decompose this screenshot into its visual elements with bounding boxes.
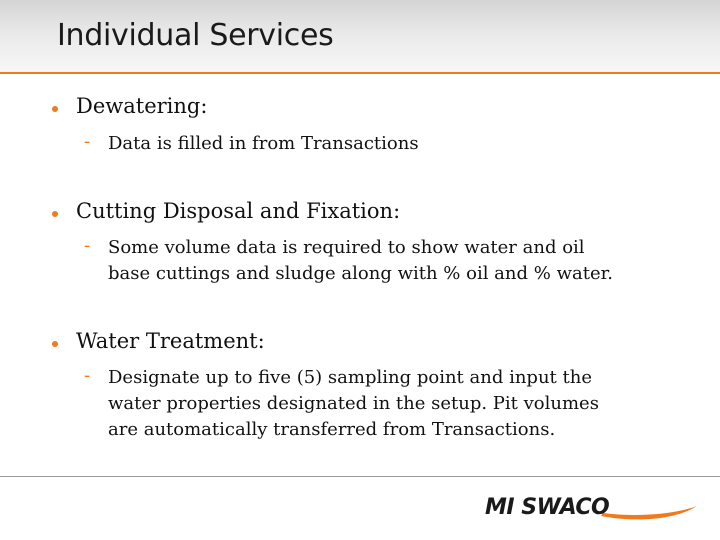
logo-text: MI SWACO [485,495,610,520]
bullet-label: Cutting Disposal and Fixation: [76,199,401,223]
sub-bullet-line: Designate up to five (5) sampling point and input the [108,367,592,388]
title-divider [0,72,720,74]
sub-bullet-text [108,365,668,443]
logo-swoosh [601,506,697,519]
dash-icon: - [84,365,91,386]
sub-bullet-line: water properties designated in the setup. Pit volumes [108,393,599,414]
sub-bullet-line: are automatically transferred from Transactions. [108,419,556,440]
mi-swaco-logo [483,493,699,523]
slide-title: Individual Services [57,18,334,53]
footer-divider [0,476,720,477]
bullet-label: Dewatering: [76,94,208,118]
bullet-label: Water Treatment: [76,329,265,353]
dash-icon: - [84,235,91,256]
bullet-dot-icon [52,106,58,112]
bullet-dot-icon [52,341,58,347]
sub-bullet-line: base cuttings and sludge along with % oil and % water. [108,263,613,284]
dash-icon: - [84,131,91,152]
title-bar [0,0,720,72]
sub-bullet-text [108,235,668,287]
bullet-dot-icon [52,211,58,217]
sub-bullet-line: Some volume data is required to show water and oil [108,237,585,258]
sub-bullet-text: Data is filled in from Transactions [108,133,419,154]
